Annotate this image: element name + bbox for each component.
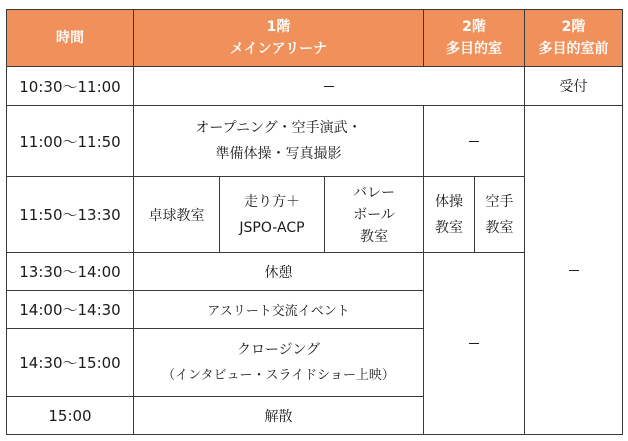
dash-mark — [324, 86, 334, 87]
header-row — [7, 10, 623, 67]
time-cell: 13:30～14:00 — [7, 253, 134, 291]
time-cell: 14:30～15:00 — [7, 329, 134, 397]
schedule-table-wrapper — [6, 9, 623, 435]
table-row — [7, 106, 623, 177]
time-cell: 11:50～13:30 — [7, 177, 134, 253]
reception-cell: 受付 — [525, 67, 623, 106]
empty-cell-dash — [424, 253, 525, 435]
time-cell: 14:00～14:30 — [7, 291, 134, 329]
dash-mark — [569, 270, 579, 271]
header-main-arena: 1階 メインアリーナ — [134, 10, 424, 67]
volleyball-class-cell: バレー ボール 教室 — [325, 177, 424, 253]
empty-cell-dash — [525, 106, 623, 435]
header-multipurpose-room: 2階 多目的室 — [424, 10, 525, 67]
empty-cell-dash — [134, 67, 525, 106]
gymnastics-class-cell: 体操 教室 — [424, 177, 475, 253]
event-schedule-table — [6, 9, 623, 435]
dismissal-cell: 解散 — [134, 397, 424, 435]
closing-cell: クロージング （インタビュー・スライドショー上映） — [134, 329, 424, 397]
header-time: 時間 — [7, 10, 134, 67]
header-multipurpose-room-front: 2階 多目的室前 — [525, 10, 623, 67]
table-tennis-class-cell: 卓球教室 — [134, 177, 220, 253]
break-cell: 休憩 — [134, 253, 424, 291]
karate-class-cell: 空手 教室 — [475, 177, 525, 253]
athlete-event-cell: アスリート交流イベント — [134, 291, 424, 329]
empty-cell-dash — [424, 106, 525, 177]
time-cell: 10:30～11:00 — [7, 67, 134, 106]
running-class-cell: 走り方＋ JSPO-ACP — [220, 177, 325, 253]
dash-mark — [469, 141, 479, 142]
dash-mark — [469, 343, 479, 344]
time-cell: 11:00～11:50 — [7, 106, 134, 177]
arena-program-cell: オープニング・空手演武・ 準備体操・写真撮影 — [134, 106, 424, 177]
table-row — [7, 67, 623, 106]
time-cell: 15:00 — [7, 397, 134, 435]
